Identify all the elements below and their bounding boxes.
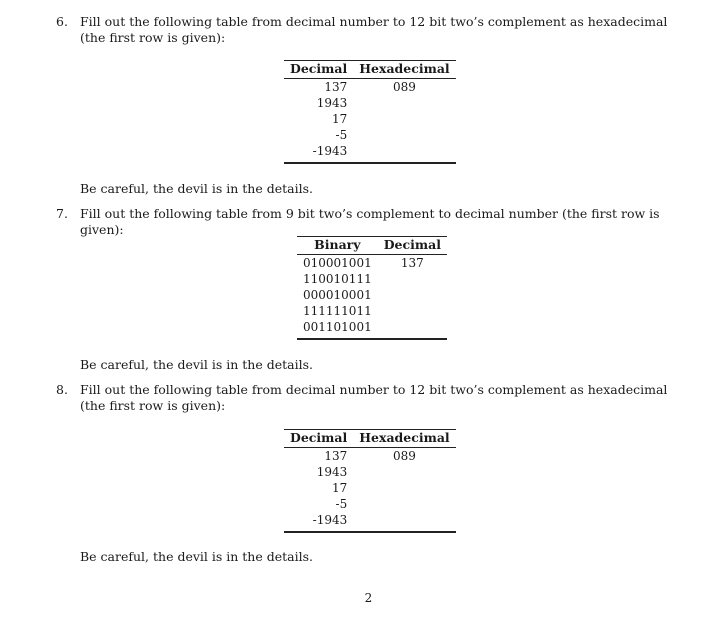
decimal-cell bbox=[378, 271, 447, 287]
hex-cell: 089 bbox=[393, 449, 416, 463]
decimal-cell: -5 bbox=[335, 497, 348, 511]
page-number: 2 bbox=[364, 591, 373, 605]
hex-cell: 089 bbox=[393, 80, 416, 94]
question-number: 6. bbox=[56, 14, 68, 29]
question-number: 8. bbox=[56, 382, 68, 397]
decimal-cell: 17 bbox=[331, 481, 348, 495]
table-row bbox=[297, 271, 447, 287]
table-row bbox=[284, 464, 456, 480]
question-6 bbox=[56, 14, 686, 46]
decimal-cell bbox=[378, 303, 447, 319]
decimal-to-hex-table-8 bbox=[284, 429, 456, 533]
table-row bbox=[284, 95, 456, 111]
table-row bbox=[284, 127, 456, 143]
table-row bbox=[284, 448, 456, 465]
binary-cell: 010001001 bbox=[303, 256, 372, 270]
binary-to-decimal-table-7 bbox=[297, 236, 447, 340]
table-row bbox=[297, 303, 447, 319]
question-8 bbox=[56, 382, 686, 414]
decimal-cell: 17 bbox=[331, 112, 348, 126]
table-row bbox=[284, 512, 456, 532]
decimal-cell: -5 bbox=[335, 128, 348, 142]
column-header-hexadecimal: Hexadecimal bbox=[353, 430, 455, 448]
table-row bbox=[297, 319, 447, 339]
question-text: Fill out the following table from 9 bit two’s complement to decimal number (the first row is given): bbox=[80, 206, 660, 237]
table-row bbox=[284, 79, 456, 96]
table-row bbox=[297, 287, 447, 303]
table-row bbox=[284, 143, 456, 163]
hex-cell bbox=[353, 480, 455, 496]
question-7 bbox=[56, 206, 686, 238]
column-header-decimal: Decimal bbox=[378, 237, 447, 255]
binary-cell: 110010111 bbox=[303, 272, 372, 286]
decimal-cell: 137 bbox=[400, 256, 424, 270]
note-8: Be careful, the devil is in the details. bbox=[80, 549, 313, 564]
decimal-cell bbox=[378, 319, 447, 339]
hex-cell bbox=[353, 464, 455, 480]
table-bottom-rule bbox=[297, 339, 447, 340]
binary-cell: 001101001 bbox=[303, 320, 372, 334]
note-7: Be careful, the devil is in the details. bbox=[80, 357, 313, 372]
question-number: 7. bbox=[56, 206, 68, 221]
decimal-cell: -1943 bbox=[312, 144, 348, 158]
decimal-cell: 1943 bbox=[316, 96, 348, 110]
note-6: Be careful, the devil is in the details. bbox=[80, 181, 313, 196]
decimal-cell: -1943 bbox=[312, 513, 348, 527]
column-header-decimal: Decimal bbox=[284, 430, 353, 448]
table-bottom-rule bbox=[284, 163, 456, 164]
column-header-decimal: Decimal bbox=[284, 61, 353, 79]
column-header-hexadecimal: Hexadecimal bbox=[353, 61, 455, 79]
decimal-cell: 137 bbox=[324, 449, 348, 463]
hex-cell bbox=[353, 496, 455, 512]
decimal-cell: 137 bbox=[324, 80, 348, 94]
binary-cell: 000010001 bbox=[303, 288, 372, 302]
decimal-cell: 1943 bbox=[316, 465, 348, 479]
binary-cell: 111111011 bbox=[303, 304, 372, 318]
hex-cell bbox=[353, 127, 455, 143]
question-text: Fill out the following table from decimal number to 12 bit two’s complement as hexadecimal (the first row is given): bbox=[80, 382, 668, 413]
decimal-to-hex-table-6 bbox=[284, 60, 456, 164]
table-row bbox=[284, 111, 456, 127]
table-row bbox=[284, 480, 456, 496]
table-row bbox=[284, 496, 456, 512]
table-row bbox=[297, 255, 447, 272]
hex-cell bbox=[353, 512, 455, 532]
table-bottom-rule bbox=[284, 532, 456, 533]
hex-cell bbox=[353, 143, 455, 163]
question-text: Fill out the following table from decimal number to 12 bit two’s complement as hexadecimal (the first row is given): bbox=[80, 14, 668, 45]
hex-cell bbox=[353, 95, 455, 111]
decimal-cell bbox=[378, 287, 447, 303]
hex-cell bbox=[353, 111, 455, 127]
column-header-binary: Binary bbox=[297, 237, 378, 255]
